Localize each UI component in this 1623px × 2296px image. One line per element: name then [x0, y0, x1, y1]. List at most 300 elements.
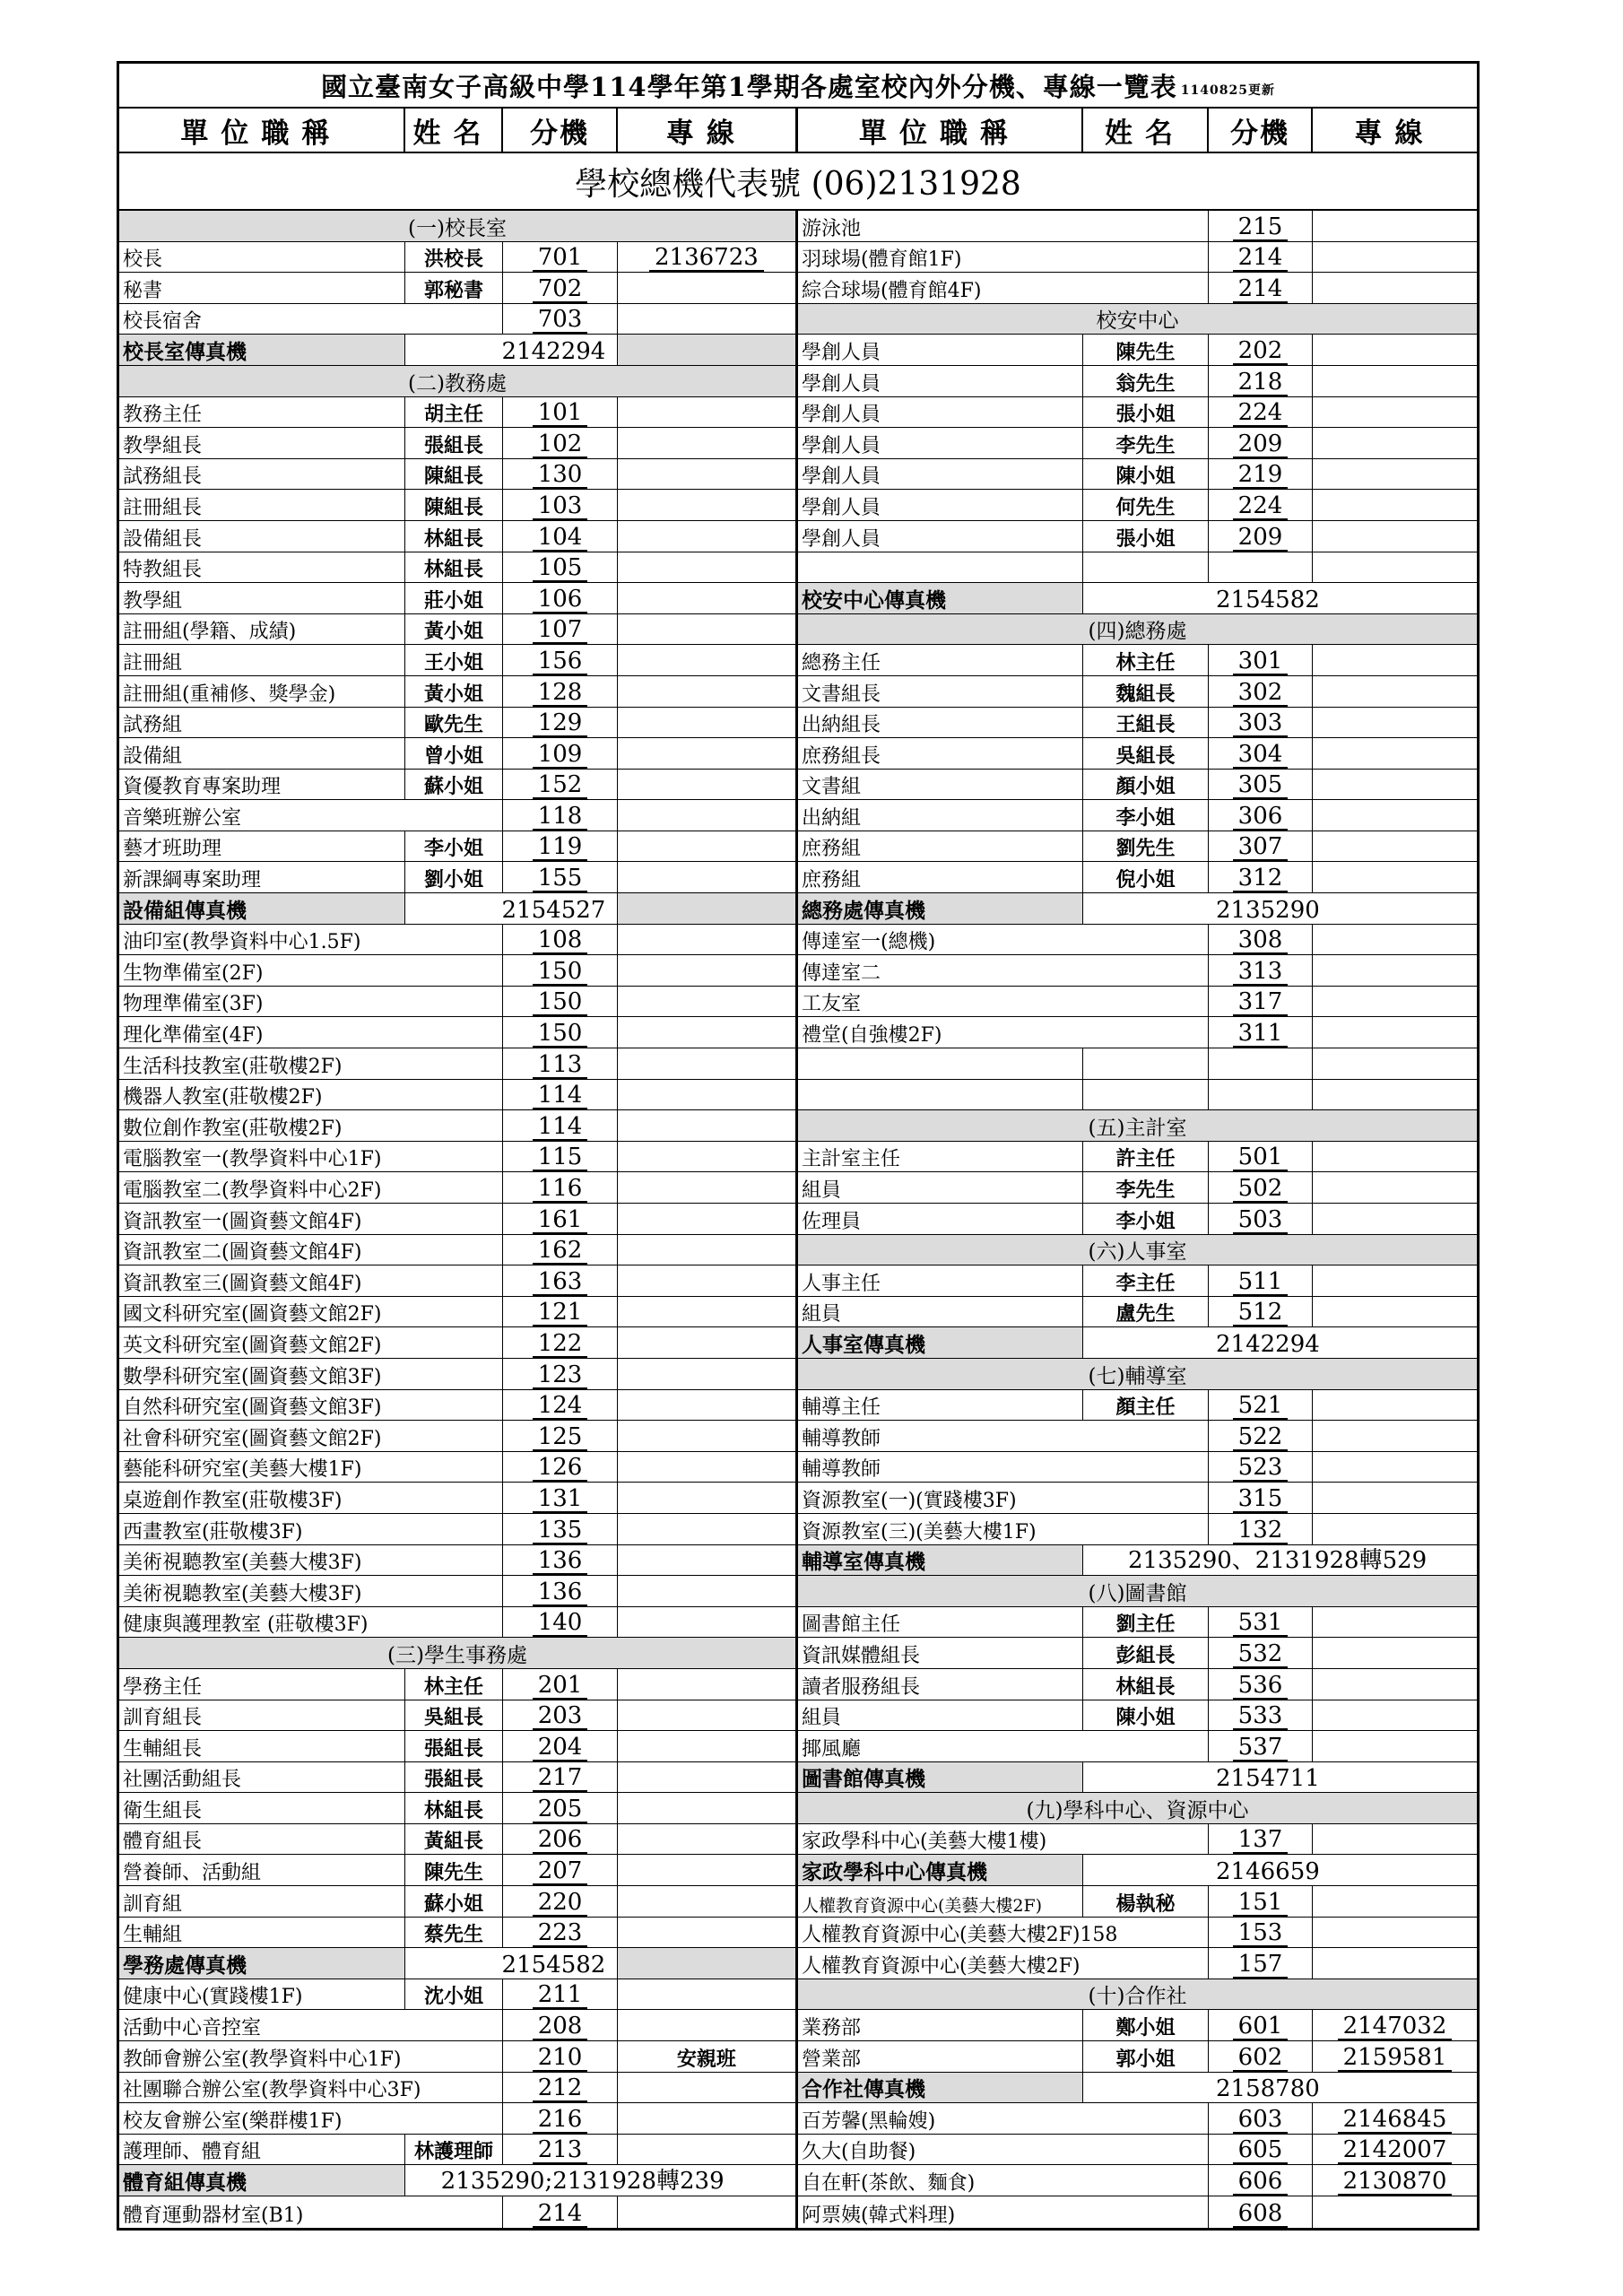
- table-row: [798, 925, 1477, 956]
- name-cell: 陳小姐: [1083, 459, 1209, 490]
- unit-cell: 傳達室二: [798, 955, 1209, 986]
- line-cell: [618, 1700, 795, 1731]
- unit-cell: 資訊教室一(圖資藝文館4F): [119, 1204, 503, 1234]
- extension-number: 207: [533, 1859, 588, 1885]
- fax-number: 2154711: [1083, 1762, 1477, 1793]
- table-row: [798, 1172, 1477, 1204]
- unit-cell: 資源教室(一)(實踐樓3F): [798, 1483, 1209, 1513]
- extension-cell: [1209, 1483, 1313, 1513]
- table-row: [798, 2165, 1477, 2196]
- name-cell: 盧先生: [1083, 1297, 1209, 1327]
- name-cell: 彭組長: [1083, 1638, 1209, 1668]
- name-cell: 郭秘書: [405, 273, 504, 303]
- section-header-row: [798, 1793, 1477, 1824]
- unit-cell: 家政學科中心(美藝大樓1樓): [798, 1824, 1209, 1855]
- extension-cell: [1209, 1886, 1313, 1917]
- unit-cell: 學務主任: [119, 1669, 405, 1700]
- extension-cell: [1209, 335, 1313, 365]
- line-cell: [618, 1172, 795, 1203]
- unit-cell: 教學組: [119, 583, 405, 613]
- line-cell: [1313, 1080, 1477, 1110]
- unit-cell: 電腦教室一(教學資料中心1F): [119, 1142, 503, 1172]
- unit-cell: 學創人員: [798, 459, 1083, 490]
- extension-number: 701: [533, 246, 588, 272]
- table-row: [119, 2041, 795, 2073]
- name-cell: 何先生: [1083, 490, 1209, 520]
- section-header-row: [798, 1576, 1477, 1607]
- line-number: 2147032: [1338, 2014, 1453, 2040]
- extension-number: 128: [533, 681, 588, 707]
- line-cell: [1313, 1390, 1477, 1421]
- extension-number: 203: [533, 1704, 588, 1730]
- fax-label: 學務處傳真機: [119, 1948, 405, 1979]
- line-cell: [618, 1452, 795, 1483]
- fax-number: 2158780: [1083, 2073, 1477, 2103]
- fax-number: 2135290: [1083, 893, 1477, 924]
- extension-number: 113: [533, 1053, 588, 1079]
- unit-cell: 揶風廳: [798, 1731, 1209, 1761]
- line-cell: [618, 242, 795, 273]
- extension-number: 502: [1233, 1177, 1289, 1203]
- line-cell: [618, 1576, 795, 1606]
- extension-number: 308: [1233, 928, 1289, 954]
- right-column: [798, 211, 1477, 2228]
- table-row: [798, 521, 1477, 552]
- unit-cell: 衛生組長: [119, 1793, 405, 1823]
- unit-cell: [798, 1080, 1083, 1110]
- unit-cell: 註冊組(學籍、成績): [119, 614, 405, 645]
- extension-cell: [503, 645, 617, 675]
- line-cell: [1313, 1700, 1477, 1731]
- table-row: [798, 1080, 1477, 1111]
- unit-cell: 自然科研究室(圖資藝文館3F): [119, 1390, 503, 1421]
- line-cell: [1313, 862, 1477, 892]
- header-ext: 分機: [1209, 109, 1313, 152]
- table-row: [119, 676, 795, 708]
- extension-number: 213: [533, 2138, 588, 2164]
- updated-note: 1140825更新: [1180, 83, 1275, 98]
- unit-cell: 健康與護理教室 (莊敬樓3F): [119, 1607, 503, 1638]
- table-row: [798, 2103, 1477, 2135]
- extension-cell: [503, 1235, 618, 1265]
- table-row: [119, 1327, 795, 1359]
- fax-blank: [618, 893, 795, 924]
- name-cell: 曾小姐: [405, 738, 504, 769]
- extension-number: 119: [533, 835, 588, 861]
- extension-cell: [1209, 2010, 1313, 2040]
- extension-number: 210: [533, 2046, 588, 2072]
- extension-cell: [503, 1172, 618, 1203]
- line-cell: [618, 1265, 795, 1296]
- name-cell: 李小姐: [405, 831, 504, 862]
- extension-cell: [1209, 459, 1313, 490]
- line-cell: [1313, 955, 1477, 986]
- extension-cell: [503, 1327, 618, 1358]
- name-cell: 林護理師: [405, 2135, 504, 2165]
- header-unit: 單位職稱: [119, 109, 405, 152]
- extension-cell: [1209, 2135, 1313, 2165]
- fax-row: [798, 1855, 1477, 1886]
- fax-row: [119, 2165, 795, 2196]
- table-row: [798, 1204, 1477, 1235]
- extension-cell: [503, 1297, 618, 1327]
- section-header-label: (八)圖書館: [798, 1576, 1477, 1606]
- extension-number: 303: [1233, 711, 1289, 737]
- section-header-row: [119, 366, 795, 397]
- unit-cell: 校友會辦公室(樂群樓1F): [119, 2103, 503, 2134]
- extension-cell: [1209, 490, 1313, 520]
- extension-number: 114: [533, 1115, 588, 1141]
- unit-cell: 生物準備室(2F): [119, 955, 503, 986]
- name-cell: 劉主任: [1083, 1607, 1209, 1638]
- extension-cell: [503, 770, 617, 800]
- table-row: [798, 335, 1477, 366]
- extension-cell: [503, 1793, 617, 1823]
- extension-number: 116: [533, 1177, 588, 1203]
- section-header-label: (六)人事室: [798, 1235, 1477, 1265]
- line-cell: [1313, 1918, 1477, 1948]
- extension-cell: [503, 2135, 617, 2165]
- unit-cell: 輔導教師: [798, 1452, 1209, 1483]
- line-cell: [1313, 1731, 1477, 1761]
- unit-cell: 護理師、體育組: [119, 2135, 405, 2165]
- line-cell: [618, 1297, 795, 1327]
- unit-cell: 業務部: [798, 2010, 1083, 2040]
- name-cell: 郭小姐: [1083, 2041, 1209, 2072]
- unit-cell: 設備組長: [119, 521, 405, 552]
- fax-number: 2146659: [1083, 1855, 1477, 1885]
- line-cell: [618, 2073, 795, 2103]
- table-row: [119, 521, 795, 552]
- extension-cell: [503, 925, 618, 955]
- table-row: [119, 614, 795, 646]
- line-cell: [1313, 1297, 1477, 1327]
- line-cell: [618, 1855, 795, 1885]
- line-cell: [1313, 2196, 1477, 2228]
- table-row: [798, 552, 1477, 584]
- table-row: [119, 1017, 795, 1048]
- name-cell: 倪小姐: [1083, 862, 1209, 892]
- line-cell: [618, 614, 795, 645]
- unit-cell: 輔導教師: [798, 1421, 1209, 1451]
- table-row: [798, 955, 1477, 987]
- table-row: [798, 242, 1477, 274]
- table-row: [798, 2041, 1477, 2073]
- unit-cell: 主計室主任: [798, 1142, 1083, 1172]
- line-number: 2142007: [1338, 2138, 1453, 2164]
- unit-cell: 組員: [798, 1700, 1083, 1731]
- table-row: [119, 1110, 795, 1142]
- extension-number: 536: [1233, 1674, 1289, 1700]
- line-cell: [618, 1421, 795, 1451]
- name-cell: 王組長: [1083, 708, 1209, 738]
- unit-cell: 健康中心(實踐樓1F): [119, 1979, 405, 2010]
- name-cell: 魏組長: [1083, 676, 1209, 707]
- extension-number: 531: [1233, 1611, 1289, 1637]
- table-row: [119, 273, 795, 304]
- name-cell: [1083, 1048, 1209, 1079]
- line-cell: [618, 1359, 795, 1389]
- line-cell: [618, 397, 795, 428]
- extension-cell: [1209, 1421, 1313, 1451]
- extension-number: 512: [1233, 1300, 1289, 1326]
- name-cell: [1083, 552, 1209, 583]
- extension-table: [117, 61, 1480, 2231]
- extension-number: 537: [1233, 1735, 1289, 1761]
- extension-cell: [1209, 2165, 1313, 2196]
- unit-cell: 註冊組(重補修、獎學金): [119, 676, 405, 707]
- table-row: [119, 738, 795, 770]
- extension-cell: [1209, 1297, 1313, 1327]
- unit-cell: 社會科研究室(圖資藝文館2F): [119, 1421, 503, 1451]
- extension-cell: [1209, 1017, 1313, 1048]
- name-cell: 蘇小姐: [405, 1886, 504, 1917]
- name-cell: 陳組長: [405, 490, 504, 520]
- extension-number: 223: [533, 1921, 588, 1947]
- extension-number: 136: [533, 1549, 588, 1575]
- line-cell: [618, 2135, 795, 2165]
- extension-cell: [1209, 1048, 1313, 1079]
- table-row: [119, 2010, 795, 2041]
- line-cell: [1313, 1669, 1477, 1700]
- unit-cell: 傳達室一(總機): [798, 925, 1209, 955]
- unit-cell: 電腦教室二(教學資料中心2F): [119, 1172, 503, 1203]
- extension-number: 311: [1233, 1022, 1289, 1048]
- extension-number: 137: [1233, 1828, 1289, 1854]
- extension-number: 511: [1233, 1270, 1289, 1296]
- extension-number: 317: [1233, 990, 1289, 1016]
- extension-cell: [503, 1204, 618, 1234]
- extension-cell: [1209, 552, 1313, 583]
- line-cell: [1313, 2103, 1477, 2134]
- table-row: [119, 1545, 795, 1577]
- table-row: [119, 2135, 795, 2166]
- fax-number: 2142294: [405, 335, 618, 365]
- extension-cell: [1209, 2103, 1313, 2134]
- table-row: [798, 1452, 1477, 1483]
- line-cell: [618, 1483, 795, 1513]
- unit-cell: 學創人員: [798, 521, 1083, 552]
- unit-cell: 學創人員: [798, 397, 1083, 428]
- line-cell: [1313, 2165, 1477, 2196]
- line-cell: [618, 1327, 795, 1358]
- extension-cell: [503, 1762, 617, 1793]
- table-row: [119, 1265, 795, 1297]
- line-cell: [1313, 1452, 1477, 1483]
- extension-number: 608: [1233, 2202, 1289, 2228]
- name-cell: 黃組長: [405, 1824, 504, 1855]
- name-cell: [1083, 1080, 1209, 1110]
- extension-number: 122: [533, 1332, 588, 1358]
- extension-cell: [1209, 1514, 1313, 1544]
- line-cell: [618, 552, 795, 583]
- line-cell: [618, 1017, 795, 1048]
- table-row: [119, 304, 795, 335]
- extension-number: 214: [533, 2202, 588, 2228]
- extension-number: 224: [1233, 494, 1289, 520]
- line-number: 2159581: [1338, 2046, 1453, 2072]
- line-number: 2136723: [649, 246, 764, 272]
- name-cell: 許主任: [1083, 1142, 1209, 1172]
- table-row: [119, 1204, 795, 1235]
- line-cell: [618, 1669, 795, 1700]
- unit-cell: [798, 552, 1083, 583]
- table-row: [798, 2135, 1477, 2166]
- unit-cell: 音樂班辦公室: [119, 800, 503, 831]
- line-cell: [1313, 1824, 1477, 1855]
- unit-cell: 人事主任: [798, 1265, 1083, 1296]
- extension-cell: [503, 614, 617, 645]
- extension-number: 155: [533, 866, 588, 892]
- unit-cell: 訓育組: [119, 1886, 405, 1917]
- section-header-label: (二)教務處: [119, 366, 795, 396]
- fax-label: 總務處傳真機: [798, 893, 1083, 924]
- left-column: [119, 211, 798, 2228]
- unit-cell: 資優教育專案助理: [119, 770, 405, 800]
- name-cell: 李主任: [1083, 1265, 1209, 1296]
- line-cell: [1313, 459, 1477, 490]
- table-row: [798, 1948, 1477, 1979]
- fax-number: 2135290;2131928轉239: [405, 2165, 795, 2196]
- extension-number: 102: [533, 432, 588, 458]
- extension-number: 132: [1233, 1518, 1289, 1544]
- table-row: [119, 800, 795, 831]
- extension-number: 118: [533, 804, 588, 831]
- extension-number: 521: [1233, 1394, 1289, 1420]
- section-header-label: (五)主計室: [798, 1110, 1477, 1141]
- extension-number: 501: [1233, 1145, 1289, 1171]
- extension-number: 140: [533, 1611, 588, 1637]
- extension-cell: [503, 1110, 618, 1141]
- unit-cell: 人權教育資源中心(美藝大樓2F): [798, 1886, 1083, 1917]
- table-row: [798, 987, 1477, 1018]
- name-cell: 陳先生: [405, 1855, 504, 1885]
- title-text: 國立臺南女子高級中學114學年第1學期各處室校內外分機、專線一覽表: [321, 71, 1177, 102]
- extension-cell: [503, 987, 618, 1017]
- name-cell: 張小姐: [1083, 521, 1209, 552]
- line-cell: [618, 800, 795, 831]
- line-cell: [618, 273, 795, 303]
- extension-number: 214: [1233, 246, 1289, 272]
- extension-number: 533: [1233, 1704, 1289, 1730]
- table-row: [119, 1390, 795, 1422]
- document-title: [119, 64, 1477, 109]
- section-header-label: (七)輔導室: [798, 1359, 1477, 1389]
- extension-number: 123: [533, 1363, 588, 1389]
- fax-row: [798, 2073, 1477, 2104]
- table-row: [119, 645, 795, 676]
- unit-cell: 文書組長: [798, 676, 1083, 707]
- unit-cell: 出納組長: [798, 708, 1083, 738]
- unit-cell: 體育組長: [119, 1824, 405, 1855]
- table-row: [798, 1483, 1477, 1514]
- extension-cell: [503, 738, 617, 769]
- section-header-row: [119, 211, 795, 242]
- table-row: [119, 1918, 795, 1949]
- unit-cell: 學創人員: [798, 335, 1083, 365]
- extension-cell: [1209, 738, 1313, 769]
- line-cell: [1313, 1638, 1477, 1668]
- name-cell: 張組長: [405, 1762, 504, 1793]
- line-cell: [1313, 397, 1477, 428]
- extension-cell: [503, 1855, 617, 1885]
- fax-row: [798, 893, 1477, 925]
- extension-cell: [1209, 273, 1313, 303]
- line-cell: [1313, 335, 1477, 365]
- line-cell: [618, 987, 795, 1017]
- line-cell: [618, 2103, 795, 2134]
- extension-number: 523: [1233, 1456, 1289, 1482]
- extension-cell: [1209, 1265, 1313, 1296]
- unit-cell: 藝才班助理: [119, 831, 405, 862]
- name-cell: 顏小姐: [1083, 770, 1209, 800]
- unit-cell: 游泳池: [798, 211, 1209, 241]
- fax-row: [119, 893, 795, 925]
- line-cell: [1313, 1421, 1477, 1451]
- unit-cell: 阿票姨(韓式料理): [798, 2196, 1209, 2228]
- name-cell: 李小姐: [1083, 1204, 1209, 1234]
- extension-cell: [503, 490, 617, 520]
- section-header-row: [798, 1110, 1477, 1142]
- extension-number: 105: [533, 556, 588, 582]
- unit-cell: 營業部: [798, 2041, 1083, 2072]
- column-header-row: [119, 109, 1477, 153]
- extension-cell: [503, 583, 617, 613]
- unit-cell: 油印室(教學資料中心1.5F): [119, 925, 503, 955]
- line-cell: [1313, 645, 1477, 675]
- unit-cell: 校長宿舍: [119, 304, 503, 335]
- extension-number: 204: [533, 1735, 588, 1761]
- unit-cell: 庶務組長: [798, 738, 1083, 769]
- line-cell: [1313, 1514, 1477, 1544]
- extension-cell: [503, 831, 617, 862]
- header-name: 姓名: [1083, 109, 1209, 152]
- extension-cell: [1209, 1080, 1313, 1110]
- line-cell: [618, 2196, 795, 2228]
- extension-number: 301: [1233, 649, 1289, 675]
- fax-row: [798, 1327, 1477, 1359]
- name-cell: 翁先生: [1083, 366, 1209, 396]
- unit-cell: 出納組: [798, 800, 1083, 831]
- section-header-row: [798, 1235, 1477, 1266]
- extension-number: 150: [533, 990, 588, 1016]
- fax-row: [798, 583, 1477, 614]
- name-cell: 黃小姐: [405, 676, 504, 707]
- line-cell: [1313, 738, 1477, 769]
- table-row: [798, 708, 1477, 739]
- unit-cell: 教師會辦公室(教學資料中心1F): [119, 2041, 503, 2072]
- name-cell: 蔡先生: [405, 1918, 504, 1948]
- table-row: [119, 955, 795, 987]
- extension-cell: [503, 862, 617, 892]
- section-header-row: [798, 304, 1477, 335]
- extension-cell: [503, 1731, 617, 1761]
- name-cell: 胡主任: [405, 397, 504, 428]
- unit-cell: 機器人教室(莊敬樓2F): [119, 1080, 503, 1110]
- header-line: 專線: [1354, 117, 1436, 150]
- extension-number: 126: [533, 1456, 588, 1482]
- line-cell: [618, 1607, 795, 1638]
- extension-number: 702: [533, 277, 588, 303]
- extension-number: 201: [533, 1674, 588, 1700]
- extension-cell: [503, 1700, 617, 1731]
- extension-number: 205: [533, 1797, 588, 1823]
- section-header-row: [798, 1979, 1477, 2011]
- extension-cell: [503, 1545, 618, 1576]
- extension-cell: [1209, 1700, 1313, 1731]
- table-row: [119, 770, 795, 801]
- line-cell: [1313, 2041, 1477, 2072]
